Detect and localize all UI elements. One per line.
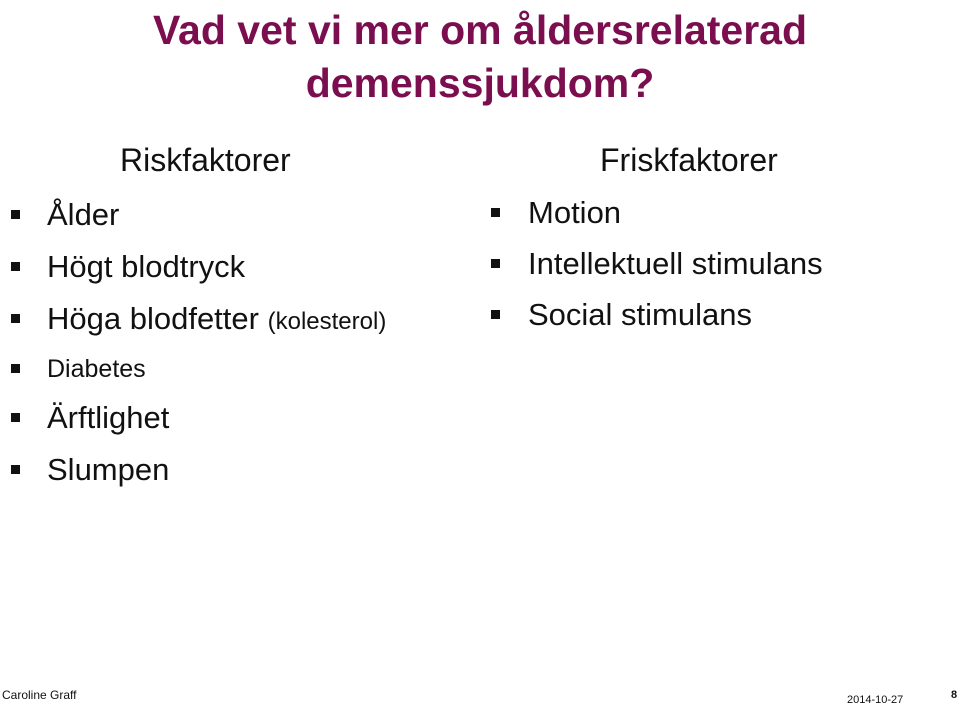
square-bullet-icon — [11, 465, 20, 474]
slide-title-line-1: Vad vet vi mer om åldersrelaterad — [152, 7, 808, 53]
list-item-text: Social stimulans — [528, 297, 752, 332]
protective-factors-heading: Friskfaktorer — [600, 142, 778, 178]
square-bullet-icon — [11, 413, 20, 422]
risk-factors-list — [0, 195, 386, 502]
square-bullet-icon — [11, 314, 20, 323]
risk-factors-heading: Riskfaktorer — [120, 142, 291, 178]
list-item — [480, 244, 823, 295]
list-item — [0, 351, 386, 398]
list-item — [0, 195, 386, 247]
square-bullet-icon — [491, 259, 500, 268]
list-item-text: Intellektuell stimulans — [528, 246, 823, 281]
list-item — [0, 247, 386, 299]
list-item-text: Höga blodfetter — [47, 301, 259, 336]
footer-author: Caroline Graff — [2, 688, 77, 702]
list-item-text: Högt blodtryck — [47, 249, 246, 284]
list-item-text: Ålder — [47, 197, 120, 232]
square-bullet-icon — [11, 210, 20, 219]
square-bullet-icon — [11, 364, 20, 373]
slide-title-line-2: demenssjukdom? — [305, 60, 655, 106]
list-item — [0, 299, 386, 351]
square-bullet-icon — [11, 262, 20, 271]
list-item-text: Motion — [528, 195, 622, 230]
square-bullet-icon — [491, 310, 500, 319]
list-item-text: Ärftlighet — [47, 400, 170, 435]
list-item — [0, 398, 386, 450]
list-item — [0, 450, 386, 502]
list-item-text: Diabetes — [47, 355, 146, 383]
square-bullet-icon — [491, 208, 500, 217]
protective-factors-list — [480, 193, 823, 346]
slide-title — [0, 4, 960, 110]
list-item-text: Slumpen — [47, 452, 170, 487]
page-number: 8 — [951, 689, 958, 701]
list-item-suffix: (kolesterol) — [267, 308, 387, 335]
list-item — [480, 295, 823, 346]
list-item — [480, 193, 823, 244]
footer-date: 2014-10-27 — [847, 694, 904, 706]
